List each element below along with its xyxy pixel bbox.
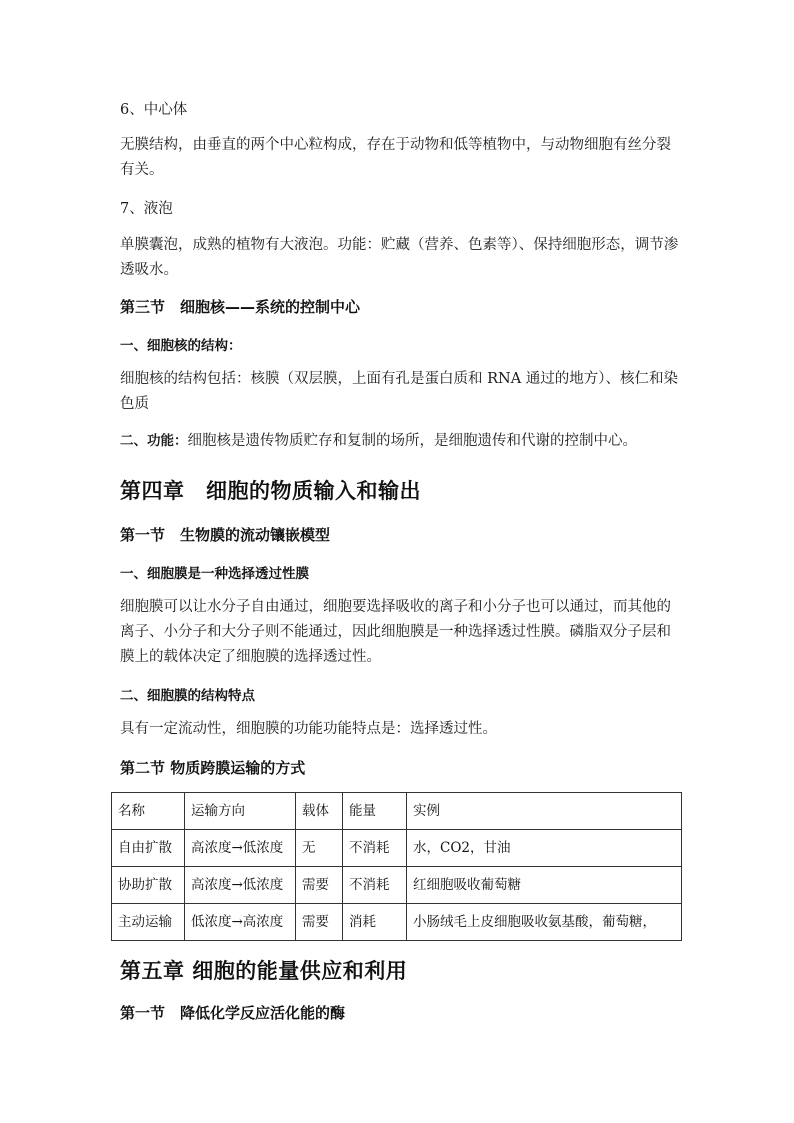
table-cell: 小肠绒毛上皮细胞吸收氨基酸，葡萄糖， (407, 904, 682, 941)
membrane-structure-heading: 二、细胞膜的结构特点 (120, 688, 255, 704)
table-cell: 主动运输 (112, 904, 185, 941)
ch4-section-2-heading: 第二节 物质跨膜运输的方式 (120, 759, 306, 777)
section-3-heading: 第三节 细胞核——系统的控制中心 (120, 298, 361, 316)
table-cell: 消耗 (343, 904, 407, 941)
table-header-cell: 实例 (407, 793, 682, 830)
table-cell: 低浓度→高浓度 (185, 904, 296, 941)
membrane-structure-text: 具有一定流动性，细胞膜的功能功能特点是：选择透过性。 (120, 721, 497, 737)
ch4-section-1-heading: 第一节 生物膜的流动镶嵌模型 (120, 526, 331, 544)
table-header-cell: 名称 (112, 793, 185, 830)
table-row (112, 867, 682, 904)
table-header-row (112, 793, 682, 830)
nucleus-function-label: 二、功能： (120, 433, 188, 449)
vacuole-text: 单膜囊泡，成熟的植物有大液泡。功能：贮藏（营养、色素等）、保持细胞形态，调节渗透吸水。 (120, 237, 679, 278)
table-cell: 高浓度→低浓度 (185, 867, 296, 904)
chapter-5-title: 第五章 细胞的能量供应和利用 (120, 959, 408, 983)
table-cell: 不消耗 (343, 867, 407, 904)
table-cell: 自由扩散 (112, 830, 185, 867)
table-cell: 不消耗 (343, 830, 407, 867)
table-cell: 水，CO2，甘油 (407, 830, 682, 867)
table-cell: 高浓度→低浓度 (185, 830, 296, 867)
nucleus-structure-text: 细胞核的结构包括：核膜（双层膜，上面有孔是蛋白质和 RNA 通过的地方）、核仁和染色质 (120, 371, 679, 412)
table-header-cell: 能量 (343, 793, 407, 830)
table-cell: 红细胞吸收葡萄糖 (407, 867, 682, 904)
table-row (112, 904, 682, 941)
centrosome-heading: 6、中心体 (120, 102, 188, 118)
table-cell: 需要 (296, 904, 343, 941)
transport-table (111, 792, 682, 941)
nucleus-function-paragraph (120, 429, 680, 454)
ch5-section-1-heading: 第一节 降低化学反应活化能的酶 (120, 1004, 346, 1022)
nucleus-structure-heading: 一、细胞核的结构： (120, 338, 242, 354)
chapter-4-title: 第四章 细胞的物质输入和输出 (120, 479, 421, 503)
vacuole-heading: 7、液泡 (120, 201, 173, 217)
membrane-selective-text: 细胞膜可以让水分子自由通过，细胞要选择吸收的离子和小分子也可以通过，而其他的离子、小分子和大分子则不能通过，因此细胞膜是一种选择透过性膜。磷脂双分子层和膜上的载体决定了细胞膜的选择透过性。 (120, 599, 671, 665)
nucleus-function-text: 细胞核是遗传物质贮存和复制的场所，是细胞遗传和代谢的控制中心。 (187, 433, 637, 449)
table-row (112, 830, 682, 867)
table-cell: 协助扩散 (112, 867, 185, 904)
table-header-cell: 运输方向 (185, 793, 296, 830)
table-cell: 需要 (296, 867, 343, 904)
table-header-cell: 载体 (296, 793, 343, 830)
table-cell: 无 (296, 830, 343, 867)
membrane-selective-heading: 一、细胞膜是一种选择透过性膜 (120, 566, 309, 582)
centrosome-text: 无膜结构，由垂直的两个中心粒构成，存在于动物和低等植物中，与动物细胞有丝分裂有关。 (120, 137, 671, 178)
